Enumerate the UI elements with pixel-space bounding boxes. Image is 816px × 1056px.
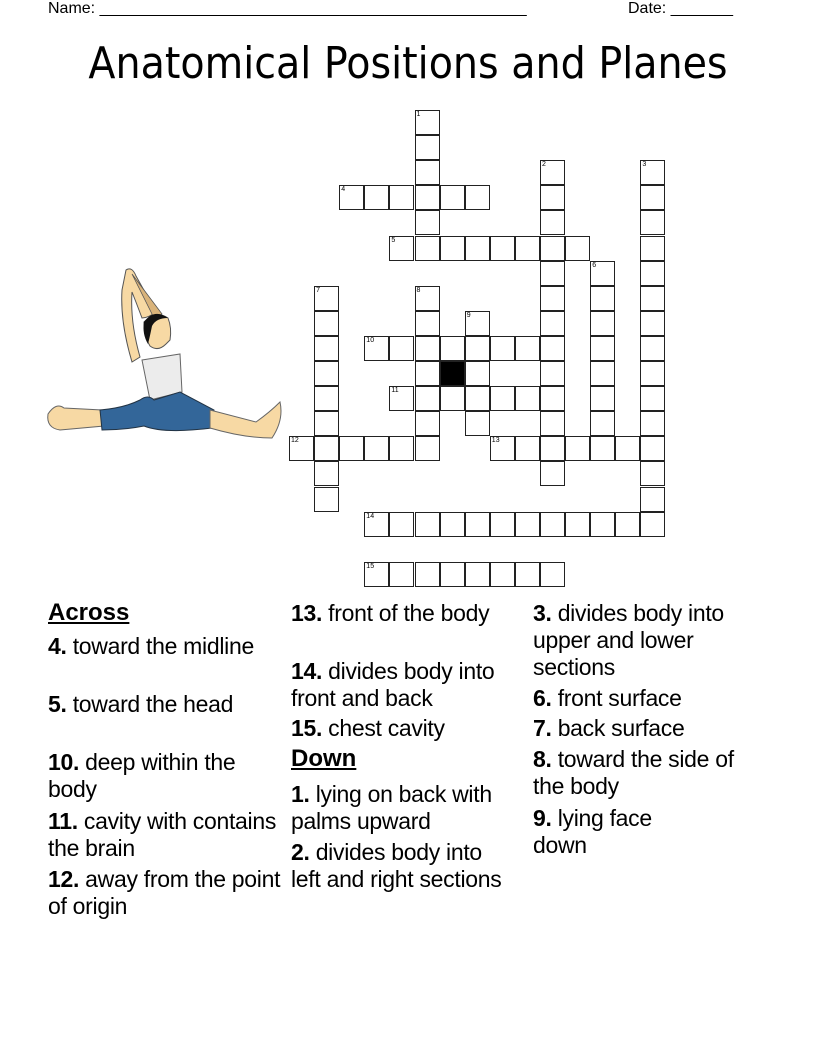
grid-cell[interactable] [389, 185, 414, 210]
grid-cell[interactable] [490, 562, 515, 587]
grid-cell[interactable] [314, 461, 339, 486]
grid-cell[interactable] [540, 311, 565, 336]
grid-cell[interactable] [640, 311, 665, 336]
grid-cell[interactable] [314, 361, 339, 386]
grid-cell[interactable] [339, 436, 364, 461]
clue-number: 9 [466, 311, 471, 319]
clue-number: 14 [366, 512, 375, 520]
grid-cell[interactable] [314, 311, 339, 336]
grid-cell[interactable] [615, 436, 640, 461]
grid-cell[interactable] [590, 311, 615, 336]
grid-cell[interactable] [465, 512, 490, 537]
grid-cell[interactable] [640, 461, 665, 486]
page-title: Anatomical Positions and Planes [88, 38, 728, 89]
grid-cell[interactable] [540, 512, 565, 537]
grid-cell[interactable] [314, 411, 339, 436]
grid-cell[interactable] [289, 436, 314, 461]
grid-cell[interactable] [415, 210, 440, 235]
grid-cell[interactable] [640, 336, 665, 361]
clue-down-1: 1. lying on back with palms upward [291, 781, 492, 834]
clue-down-8: 8. toward the side of the body [533, 746, 734, 799]
clue-across-10: 10. deep within the body [48, 749, 236, 802]
grid-cell[interactable] [640, 236, 665, 261]
clue-across-15: 15. chest cavity [291, 715, 445, 741]
grid-cell[interactable] [465, 386, 490, 411]
clue-down-7: 7. back surface [533, 715, 685, 741]
grid-cell[interactable] [590, 336, 615, 361]
grid-cell[interactable] [440, 386, 465, 411]
grid-cell[interactable] [515, 512, 540, 537]
clue-number: 1 [416, 111, 421, 118]
grid-cell[interactable] [415, 236, 440, 261]
clue-down-3: 3. divides body into upper and lower sections [533, 600, 724, 680]
grid-cell[interactable] [540, 261, 565, 286]
down-heading: Down [291, 745, 357, 772]
grid-cell[interactable] [515, 436, 540, 461]
grid-cell[interactable] [440, 562, 465, 587]
grid-cell[interactable] [640, 386, 665, 411]
grid-cell[interactable] [415, 286, 440, 311]
clue-number: 3 [642, 161, 647, 169]
grid-cell[interactable] [590, 411, 615, 436]
grid-cell[interactable] [640, 361, 665, 386]
grid-cell[interactable] [615, 512, 640, 537]
grid-cell[interactable] [415, 110, 440, 135]
grid-cell[interactable] [389, 562, 414, 587]
grid-cell[interactable] [565, 436, 590, 461]
clue-down-9: 9. lying face down [533, 805, 652, 858]
grid-cell[interactable] [364, 436, 389, 461]
grid-cell[interactable] [590, 286, 615, 311]
grid-cell[interactable] [339, 185, 364, 210]
grid-cell[interactable] [364, 185, 389, 210]
grid-cell[interactable] [490, 386, 515, 411]
grid-cell[interactable] [640, 286, 665, 311]
grid-cell[interactable] [364, 336, 389, 361]
grid-cell[interactable] [465, 336, 490, 361]
clue-across-5: 5. toward the head [48, 691, 234, 717]
grid-cell[interactable] [389, 436, 414, 461]
grid-cell[interactable] [415, 336, 440, 361]
grid-cell[interactable] [540, 436, 565, 461]
grid-cell[interactable] [515, 562, 540, 587]
date-field-label: Date: _______ [628, 0, 733, 17]
grid-cell[interactable] [314, 487, 339, 512]
clue-down-2: 2. divides body into left and right sections [291, 839, 502, 892]
grid-cell[interactable] [389, 236, 414, 261]
grid-cell[interactable] [314, 386, 339, 411]
grid-cell[interactable] [640, 436, 665, 461]
grid-cell[interactable] [314, 436, 339, 461]
grid-cell[interactable] [540, 286, 565, 311]
clue-across-14: 14. divides body into front and back [291, 658, 495, 711]
grid-cell[interactable] [565, 236, 590, 261]
grid-cell[interactable] [590, 261, 615, 286]
clue-number: 15 [366, 562, 375, 570]
grid-cell[interactable] [540, 386, 565, 411]
name-field-label: Name: ________________________________________________ [48, 0, 527, 17]
blocked-cell [440, 361, 465, 386]
grid-cell[interactable] [389, 386, 414, 411]
grid-cell[interactable] [515, 386, 540, 411]
grid-cell[interactable] [440, 512, 465, 537]
grid-cell[interactable] [540, 185, 565, 210]
clue-number: 6 [592, 261, 597, 269]
grid-cell[interactable] [540, 236, 565, 261]
grid-cell[interactable] [364, 512, 389, 537]
grid-cell[interactable] [590, 386, 615, 411]
clue-number: 13 [491, 437, 500, 445]
grid-cell[interactable] [490, 512, 515, 537]
clue-number: 8 [416, 286, 421, 294]
grid-cell[interactable] [565, 512, 590, 537]
grid-cell[interactable] [515, 336, 540, 361]
grid-cell[interactable] [415, 386, 440, 411]
clue-number: 11 [391, 387, 399, 395]
grid-cell[interactable] [515, 236, 540, 261]
yoga-split-illustration [44, 262, 284, 442]
grid-cell[interactable] [440, 336, 465, 361]
grid-cell[interactable] [415, 311, 440, 336]
grid-cell[interactable] [640, 261, 665, 286]
grid-cell[interactable] [640, 512, 665, 537]
grid-cell[interactable] [314, 286, 339, 311]
grid-cell[interactable] [415, 512, 440, 537]
grid-cell[interactable] [540, 411, 565, 436]
grid-cell[interactable] [540, 361, 565, 386]
grid-cell[interactable] [389, 336, 414, 361]
grid-cell[interactable] [640, 160, 665, 185]
grid-cell[interactable] [465, 185, 490, 210]
grid-cell[interactable] [640, 185, 665, 210]
grid-cell[interactable] [490, 336, 515, 361]
clue-number: 7 [316, 286, 320, 294]
grid-cell[interactable] [465, 236, 490, 261]
grid-cell[interactable] [465, 361, 490, 386]
clue-number: 10 [366, 336, 375, 344]
grid-cell[interactable] [314, 336, 339, 361]
grid-cell[interactable] [640, 411, 665, 436]
clue-number: 4 [341, 186, 346, 194]
across-heading: Across [48, 599, 130, 626]
grid-cell[interactable] [364, 562, 389, 587]
grid-cell[interactable] [490, 236, 515, 261]
clue-down-6: 6. front surface [533, 685, 682, 711]
grid-cell[interactable] [540, 461, 565, 486]
grid-cell[interactable] [415, 411, 440, 436]
grid-cell[interactable] [490, 436, 515, 461]
grid-cell[interactable] [440, 236, 465, 261]
grid-cell[interactable] [415, 436, 440, 461]
grid-cell[interactable] [415, 562, 440, 587]
clue-across-11: 11. cavity with contains the brain [48, 808, 277, 861]
grid-cell[interactable] [440, 185, 465, 210]
grid-cell[interactable] [415, 185, 440, 210]
grid-cell[interactable] [540, 210, 565, 235]
grid-cell[interactable] [415, 160, 440, 185]
clue-number: 2 [542, 161, 546, 169]
grid-cell[interactable] [590, 361, 615, 386]
grid-cell[interactable] [389, 512, 414, 537]
grid-cell[interactable] [640, 487, 665, 512]
grid-cell[interactable] [540, 160, 565, 185]
grid-cell[interactable] [590, 512, 615, 537]
clue-across-13: 13. front of the body [291, 600, 490, 626]
grid-cell[interactable] [465, 311, 490, 336]
grid-cell[interactable] [465, 562, 490, 587]
clue-number: 12 [291, 437, 299, 445]
grid-cell[interactable] [640, 210, 665, 235]
grid-cell[interactable] [415, 361, 440, 386]
clue-across-12: 12. away from the point of origin [48, 866, 281, 919]
grid-cell[interactable] [590, 436, 615, 461]
clue-number: 5 [391, 236, 396, 244]
grid-cell[interactable] [415, 135, 440, 160]
grid-cell[interactable] [540, 336, 565, 361]
clue-across-4: 4. toward the midline [48, 633, 254, 659]
grid-cell[interactable] [540, 562, 565, 587]
grid-cell[interactable] [465, 411, 490, 436]
